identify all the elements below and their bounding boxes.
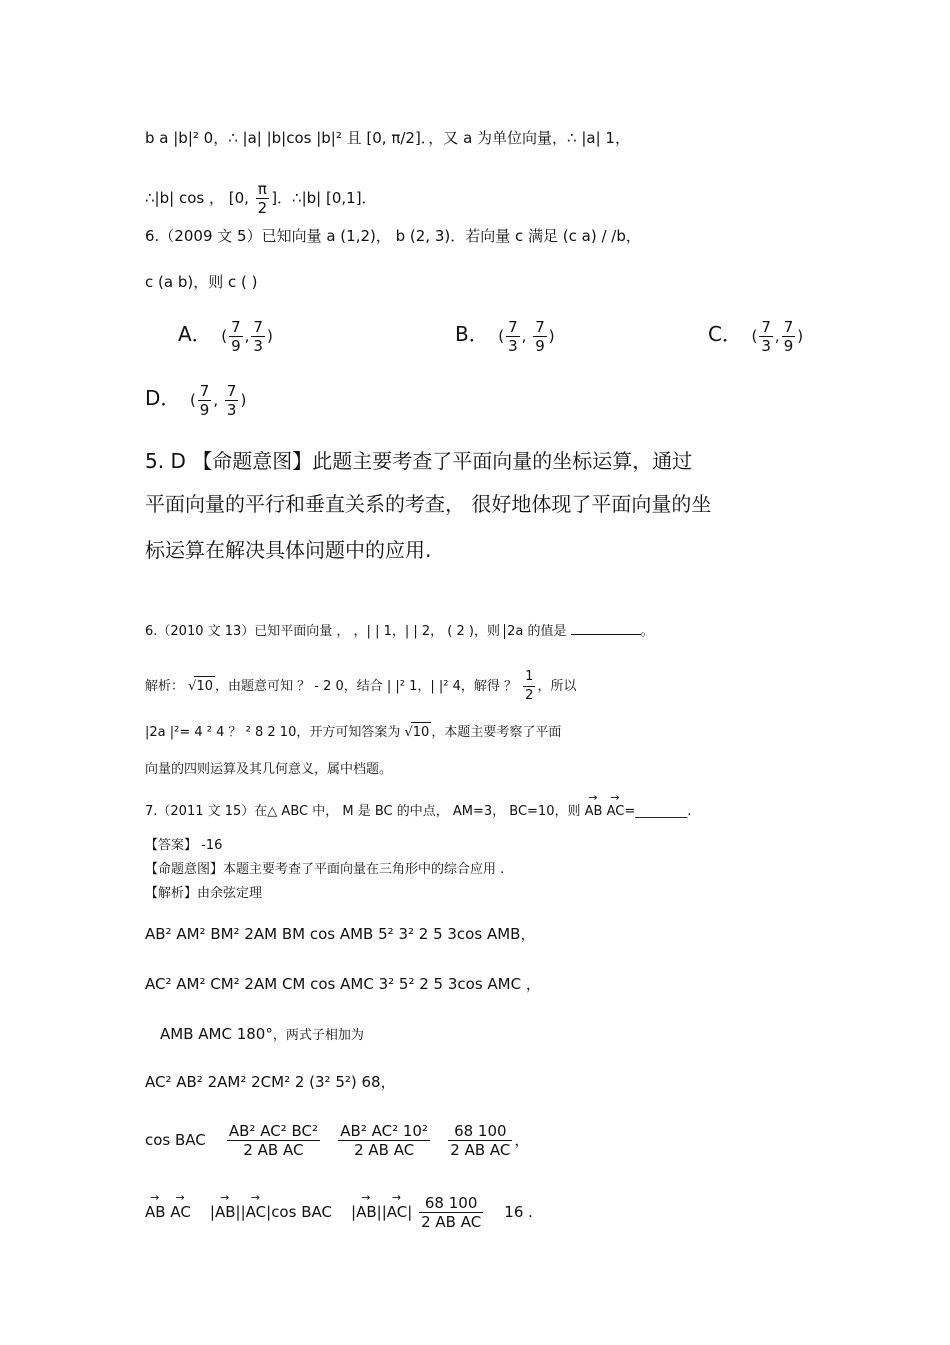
fr-num: 7 <box>761 318 771 336</box>
f3-den: 2 AB AC <box>450 1141 511 1159</box>
intro-line-2-b: ]．∴|b| [0,1]． <box>271 189 377 207</box>
q6-2010-stem-text: 6.（2010 文 13）已知平面向量 ， ，| | 1，| | 2， ( 2 )，则 <box>145 624 500 639</box>
eq6-f-num: 68 100 <box>419 1194 483 1213</box>
intro-line-2-a: ∴|b| cos ， [0, <box>145 189 254 207</box>
option-c: C． ( $\frac{7}{3}$ , $\frac{7}{9}$ ) <box>708 318 804 355</box>
q6-2009-stem <box>145 226 641 246</box>
q6-2009-stem-text: 6.（2009 文 5）已知向量 a (1,2)， b (2, 3)．若向量 c 满足 (c a) / /b， <box>145 227 641 245</box>
q7-intent-text: 【命题意图】本题主要考查了平面向量在三角形中的综合应用 . <box>145 862 505 877</box>
vector-arrow-icon: → <box>220 1191 231 1204</box>
vector-arrow-icon: → <box>175 1191 186 1204</box>
q7-answer-text: 【答案】 -16 <box>145 838 223 853</box>
eq-5-frac-1 <box>227 1122 320 1159</box>
vector-ac-abs-2 <box>386 1191 408 1222</box>
eq-2-text: AC² AM² CM² 2AM CM cos AMC 3² 5² 2 5 3cos AMC ， <box>145 975 541 993</box>
q6-2010-stem-end: 。 <box>640 624 654 639</box>
f3-num: 68 100 <box>448 1122 512 1141</box>
fr-num: 7 <box>231 318 241 336</box>
q7-intent <box>145 860 504 880</box>
answer-5d-line-3 <box>145 537 431 563</box>
vector-ac-label: AC <box>245 1203 267 1221</box>
q6-2010-analysis-3 <box>145 760 392 780</box>
intro-line-2 <box>145 180 377 217</box>
vector-ab <box>584 791 603 822</box>
eq-5-frac-2 <box>338 1122 430 1159</box>
eq-6: → AB → AC | → AB|| → AC|cos BAC | → AB|| → AC| $\frac{68 100}{\text{2 AB AC}}$ 16 . <box>145 1194 533 1231</box>
vector-ab-label: AB <box>584 804 603 819</box>
fr-num: 7 <box>226 382 237 400</box>
fr-den: 3 <box>508 337 518 355</box>
eq-5-frac-3 <box>448 1122 512 1159</box>
vector-ac <box>170 1191 191 1222</box>
vector-ab-abs <box>214 1191 236 1222</box>
eq-6-end: 16 . <box>504 1203 533 1221</box>
answer-5d-line-1 <box>145 448 692 474</box>
eq6-f-den: 2 AB AC <box>421 1213 482 1231</box>
analysis-label: 解析： <box>145 679 185 694</box>
q6-2009-stem-2-text: c (a b)，则 c ( ) <box>145 273 258 291</box>
half-den: 2 <box>525 688 534 703</box>
sqrt-10-answer: 10 <box>411 722 432 743</box>
vector-ac-abs <box>245 1191 267 1222</box>
answer-5d-line-2 <box>145 491 711 517</box>
vector-ab-label: AB <box>356 1203 377 1221</box>
vector-ac <box>606 791 625 822</box>
fr-num: 7 <box>535 318 545 336</box>
fr-num: 7 <box>508 318 518 336</box>
fr-den: 9 <box>199 401 210 419</box>
option-b: B． ( $\frac{7}{3}$ , $\frac{7}{9}$ ) <box>455 318 555 355</box>
vector-arrow-icon: → <box>610 791 621 804</box>
eq-5-lhs: cos BAC <box>145 1131 206 1149</box>
fr-den: 3 <box>226 401 237 419</box>
f1-num: AB² AC² BC² <box>228 1122 318 1140</box>
vector-arrow-icon: → <box>250 1191 261 1204</box>
pi-over-2-fraction: $\frac{\pi}{2}$ <box>257 180 268 217</box>
q7-2011-stem <box>145 791 692 822</box>
analysis-line-4: 向量的四则运算及其几何意义，属中档题。 <box>145 762 393 777</box>
answer-5d-line-1-text: 5. D 【命题意图】此题主要考查了平面向量的坐标运算，通过 <box>145 449 693 473</box>
option-a: A． ( $\frac{7}{9}$ , $\frac{7}{3}$ ) <box>178 318 273 355</box>
option-b-label: B． <box>455 322 489 346</box>
vector-arrow-icon: → <box>391 1191 403 1204</box>
q7-analysis-text: 【解析】由余弦定理 <box>145 886 263 901</box>
q6-2010-analysis: 解析： √10 ，由题意可知 ？ - 2 0，结合 | |² 1，| |² 4，解得 ？ $\frac{1}{2}$ ，所以 <box>145 669 577 703</box>
vector-arrow-icon: → <box>150 1191 161 1204</box>
eq-1 <box>145 924 535 944</box>
eq-3-a: AMB AMC 180° <box>160 1025 273 1043</box>
eq-6-frac <box>419 1194 483 1231</box>
vector-ac-label: AC <box>386 1203 408 1221</box>
fr-den: 9 <box>231 337 241 355</box>
vector-ac-label: AC <box>170 1203 191 1221</box>
eq-5 <box>145 1122 529 1159</box>
f2-den: 2 AB AC <box>354 1141 415 1159</box>
eq-3 <box>160 1024 364 1046</box>
fr-num: 7 <box>253 318 263 336</box>
eq-1-text: AB² AM² BM² 2AM BM cos AMB 5² 3² 2 5 3cos AMB， <box>145 925 536 943</box>
q7-answer <box>145 836 222 856</box>
answer-blank <box>571 622 641 635</box>
answer-5d-line-2-text: 平面向量的平行和垂直关系的考查， 很好地体现了平面向量的坐 <box>145 492 712 516</box>
analysis-line-3-b: ，本题主要考察了平面 <box>431 725 562 740</box>
q7-stem-end: =________. <box>624 804 692 819</box>
vector-ab <box>145 1191 166 1222</box>
eq-4-text: AC² AB² 2AM² 2CM² 2 (3² 5²) 68， <box>145 1073 396 1091</box>
vector-ab-abs-2 <box>356 1191 377 1222</box>
eq-5-end: ， <box>514 1131 530 1149</box>
analysis-tail: ，所以 <box>537 679 577 694</box>
analysis-line-3-a: |2a |²= 4 ² 4 ？ ² 8 2 10，开方可知答案为 <box>145 725 401 740</box>
q6-2010-stem-tail: 2a 的值是 <box>504 624 566 639</box>
eq-6-mid: cos BAC <box>271 1203 332 1221</box>
eq-3-b: ，两式子相加为 <box>272 1028 364 1043</box>
fr-den: 3 <box>253 337 263 355</box>
eq-2 <box>145 974 541 994</box>
vector-ac-label: AC <box>606 804 625 819</box>
analysis-mid: ，由题意可知 ？ - 2 0，结合 | |² 1，| |² 4，解得 ？ <box>214 679 518 694</box>
fr-den: 9 <box>783 337 794 355</box>
answer-5d-line-3-text: 标运算在解决具体问题中的应用. <box>145 538 432 562</box>
option-a-label: A． <box>178 322 212 346</box>
sqrt-10: 10 <box>194 676 215 697</box>
fr-den: 9 <box>535 337 545 355</box>
option-d-label: D． <box>145 386 181 410</box>
fr-den: 3 <box>761 337 771 355</box>
vector-ab-label: AB <box>145 1203 166 1221</box>
option-c-label: C． <box>708 322 742 346</box>
q7-stem-text: 7.（2011 文 15）在△ ABC 中， M 是 BC 的中点， AM=3， BC=10，则 <box>145 804 581 819</box>
fr-num: 7 <box>199 382 210 400</box>
intro-line-1 <box>145 128 630 148</box>
f2-num: AB² AC² 10² <box>340 1122 428 1140</box>
q6-2010-stem <box>145 622 654 642</box>
vector-ab-label: AB <box>214 1203 236 1221</box>
f1-den: 2 AB AC <box>243 1141 304 1159</box>
option-d: D． ( $\frac{7}{9}$ , $\frac{7}{3}$ ) <box>145 382 247 419</box>
fr-num: 7 <box>783 318 794 336</box>
vector-arrow-icon: → <box>588 791 599 804</box>
eq-4 <box>145 1072 396 1092</box>
vector-arrow-icon: → <box>361 1191 372 1204</box>
q6-2010-analysis-2: |2a |²= 4 ² 4 ？ ² 8 2 10，开方可知答案为 √10 ，本题主要考察了平面 <box>145 722 561 743</box>
half-num: 1 <box>523 668 535 687</box>
q6-2009-stem-2 <box>145 272 257 292</box>
intro-line-1-text: b a |b|² 0，∴ |a| |b|cos |b|² 且 [0, π/2]．，又 a 为单位向量，∴ |a| 1， <box>145 129 630 147</box>
q7-analysis-label <box>145 884 262 904</box>
